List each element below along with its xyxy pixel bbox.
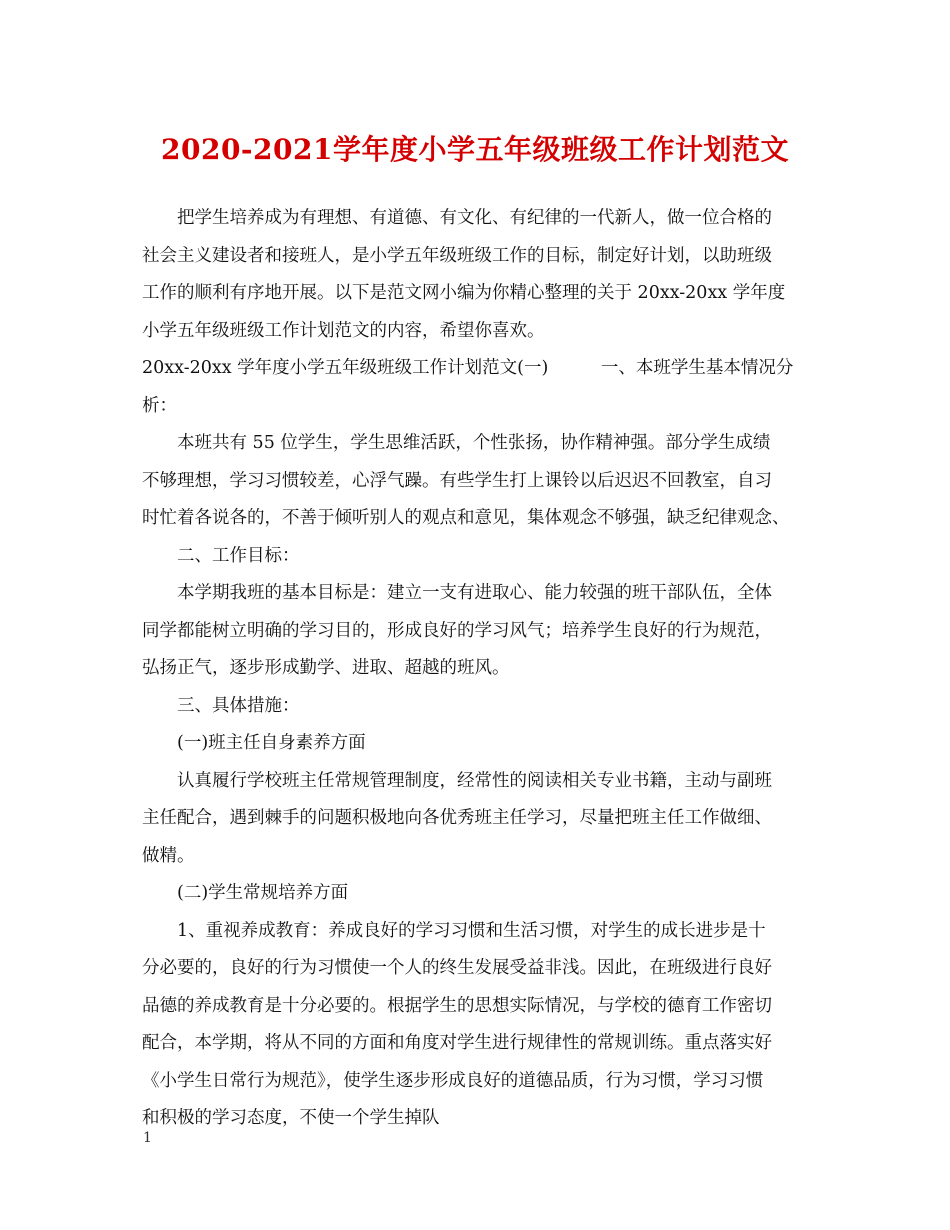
text-line: 把学生培养成为有理想、有道德、有文化、有纪律的一代新人，做一位合格的 [142, 208, 772, 228]
text-line: 工作的顺利有序地开展。以下是范文网小编为你精心整理的关于 20xx-20xx 学年度 [142, 283, 786, 303]
subsection-heading: (二)学生常规培养方面 [142, 883, 349, 903]
text-line: 品德的养成教育是十分必要的。根据学生的思想实际情况，与学校的德育工作密切 [142, 995, 772, 1016]
section-heading: 三、具体措施： [142, 695, 300, 716]
text-line: 同学都能树立明确的学习目的，形成良好的学习风气；培养学生良好的行为规范， [142, 620, 772, 641]
text-line: 本班共有 55 位学生，学生思维活跃，个性张扬，协作精神强。部分学生成绩 [142, 433, 771, 453]
text-line: 本学期我班的基本目标是：建立一支有进取心、能力较强的班干部队伍，全体 [142, 583, 772, 603]
page-number: 1 [143, 1130, 152, 1146]
text-line: 不够理想，学习习惯较差，心浮气躁。有些学生打上课铃以后迟迟不回教室，自习 [142, 470, 772, 491]
text-line: 析： [142, 395, 177, 416]
text-line: 20xx-20xx 学年度小学五年级班级工作计划范文(一) 一、本班学生基本情况分 [142, 358, 794, 378]
text-line: 做精。 [142, 845, 195, 866]
text-line: 弘扬正气，逐步形成勤学、进取、超越的班风。 [142, 658, 510, 678]
document-body [142, 200, 812, 1138]
subsection-heading: (一)班主任自身素养方面 [142, 733, 366, 753]
text-line: 配合，本学期，将从不同的方面和角度对学生进行规律性的常规训练。重点落实好 [142, 1033, 772, 1053]
section-heading: 二、工作目标： [142, 545, 300, 566]
text-line: 《小学生日常行为规范》，使学生逐步形成良好的道德品质，行为习惯，学习习惯 [142, 1070, 764, 1091]
text-line: 社会主义建设者和接班人，是小学五年级班级工作的目标，制定好计划，以助班级 [142, 245, 772, 266]
document-title: 2020-2021学年度小学五年级班级工作计划范文 [161, 133, 789, 166]
text-line: 主任配合，遇到棘手的问题积极地向各优秀班主任学习，尽量把班主任工作做细、 [142, 808, 772, 828]
text-line: 1、重视养成教育：养成良好的学习习惯和生活习惯，对学生的成长进步是十 [142, 920, 766, 941]
text-line: 分必要的，良好的行为习惯使一个人的终生发展受益非浅。因此，在班级进行良好 [142, 958, 772, 978]
text-line: 认真履行学校班主任常规管理制度，经常性的阅读相关专业书籍，主动与副班 [142, 770, 772, 791]
text-line: 小学五年级班级工作计划范文的内容，希望你喜欢。 [142, 320, 545, 341]
text-line: 时忙着各说各的，不善于倾听别人的观点和意见，集体观念不够强，缺乏纪律观念、 [142, 508, 790, 528]
text-line: 和积极的学习态度，不使一个学生掉队 [142, 1108, 440, 1128]
